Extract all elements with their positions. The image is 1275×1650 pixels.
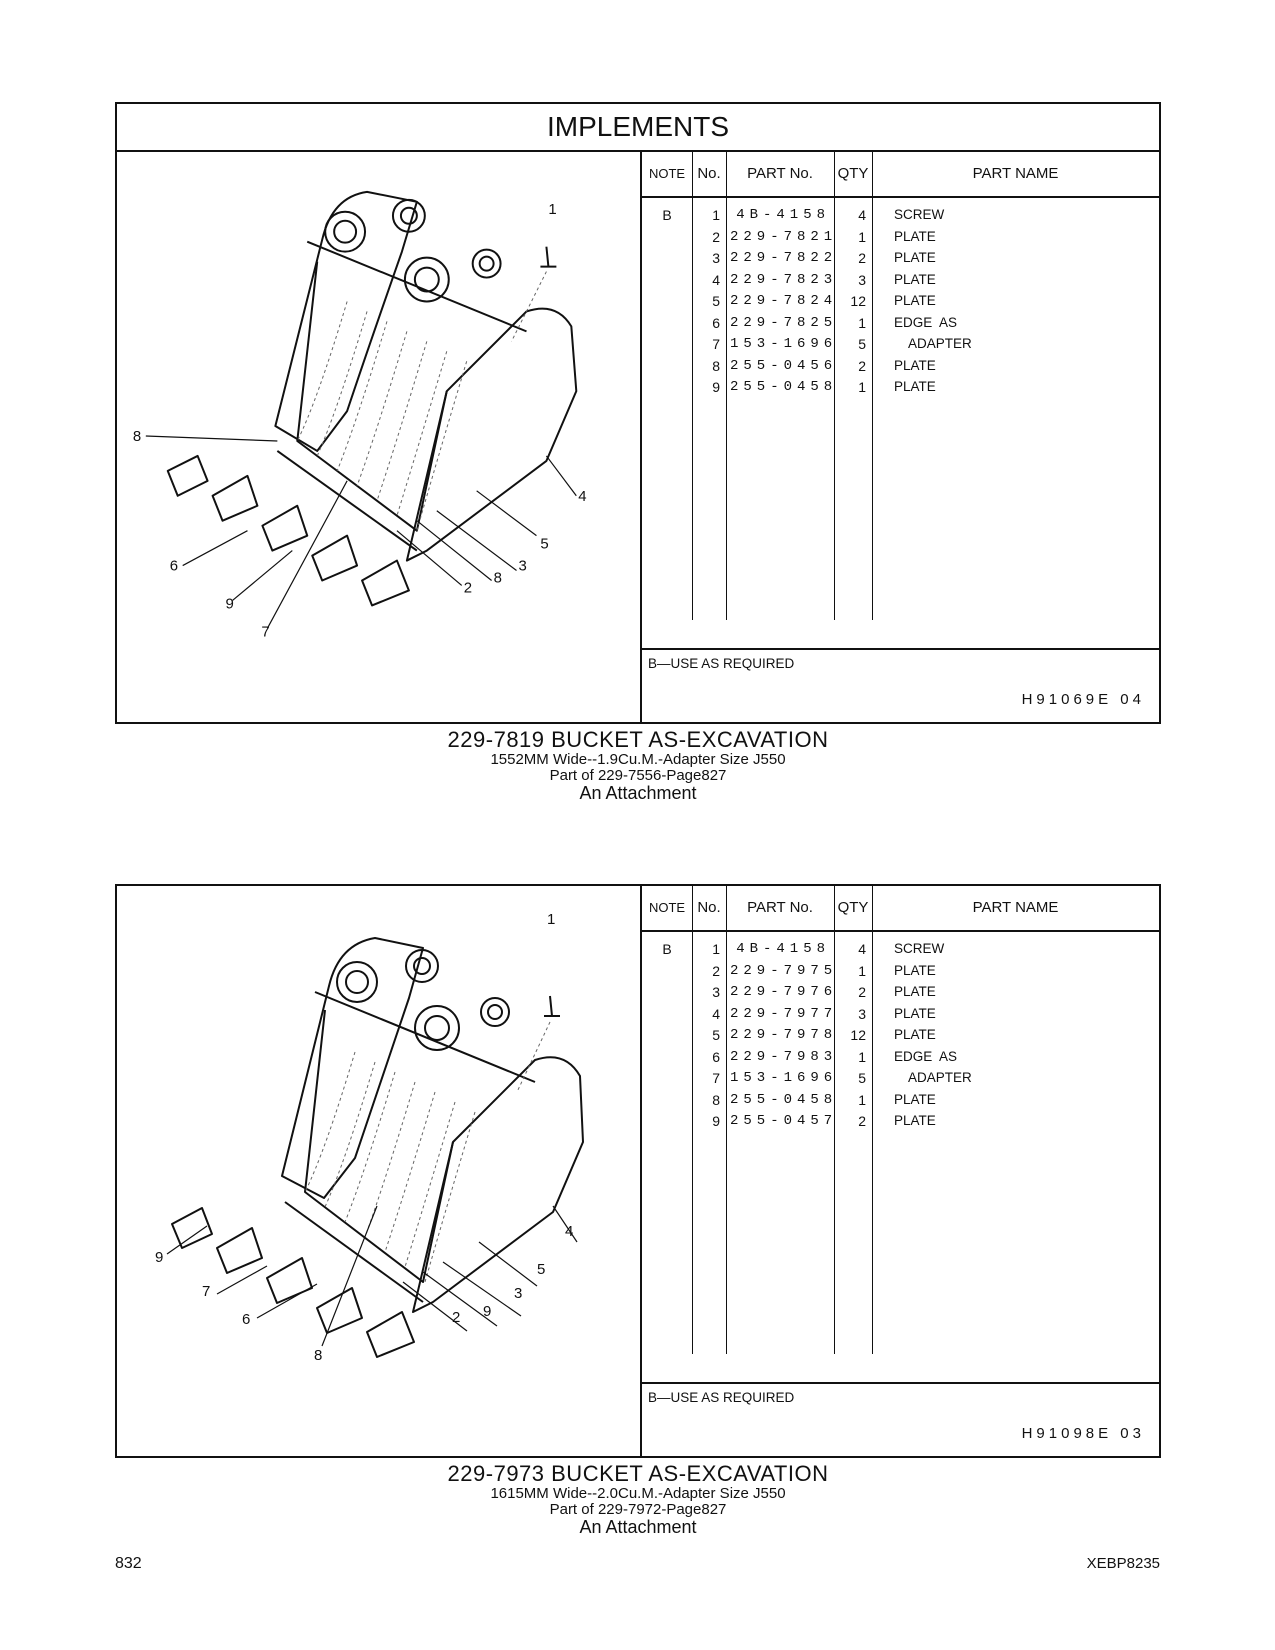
note-cell: B <box>662 941 672 957</box>
part-name-cell: PLATE <box>894 250 936 265</box>
table-row <box>642 960 1159 982</box>
quantity-cell: 2 <box>858 1113 866 1129</box>
part-number-cell: 229-7822 <box>730 250 838 266</box>
callout-label: 5 <box>537 1261 546 1278</box>
item-number-cell: 5 <box>712 293 720 309</box>
part-name-cell: PLATE <box>894 1091 936 1107</box>
table-row <box>642 1089 1159 1111</box>
quantity-cell: 3 <box>858 1005 866 1022</box>
item-number-cell: 8 <box>712 1091 720 1108</box>
quantity-cell: 12 <box>850 1027 866 1043</box>
parts-table-2 <box>642 886 1159 1456</box>
part-name-cell: PLATE <box>894 357 936 373</box>
callout-label: 6 <box>242 1311 251 1328</box>
col-qty: QTY <box>837 899 869 916</box>
item-number-cell: 2 <box>712 228 720 245</box>
quantity-cell: 1 <box>858 379 866 395</box>
part-number-cell: 255-0458 <box>730 1091 838 1108</box>
table-row <box>642 204 1159 226</box>
item-number-cell: 7 <box>712 1070 720 1086</box>
callout-label: 7 <box>202 1283 211 1300</box>
part-number-cell: 229-7821 <box>730 228 838 245</box>
quantity-cell: 1 <box>858 1091 866 1108</box>
part-name-cell: PLATE <box>894 1113 936 1128</box>
table-row <box>642 312 1159 334</box>
part-number-cell: 153-1696 <box>730 336 838 352</box>
table-row <box>642 1003 1159 1025</box>
part-number-cell: 229-7823 <box>730 271 838 288</box>
quantity-cell: 4 <box>858 207 866 223</box>
table-header <box>642 886 1159 932</box>
part-name-cell: PLATE <box>894 271 936 287</box>
quantity-cell: 3 <box>858 271 866 288</box>
callout-label: 8 <box>132 427 142 445</box>
part-number-cell: 229-7975 <box>730 962 838 979</box>
callout-label: 3 <box>518 557 527 575</box>
table-row <box>642 355 1159 377</box>
part-number-cell: 229-7978 <box>730 1027 838 1043</box>
caption-title: 229-7973 BUCKET AS-EXCAVATION <box>447 1461 829 1486</box>
bucket-illustration-2 <box>117 886 642 1456</box>
table-row <box>642 247 1159 269</box>
quantity-cell: 1 <box>858 962 866 979</box>
part-name-cell: PLATE <box>894 379 936 394</box>
caption-spec: 1552MM Wide--1.9Cu.M.-Adapter Size J550 <box>490 751 786 768</box>
quantity-cell: 1 <box>858 228 866 245</box>
parts-table-1 <box>642 152 1159 722</box>
part-name-cell: SCREW <box>894 207 945 222</box>
part-name-cell: ADAPTER <box>908 1070 972 1085</box>
table-row <box>642 938 1159 960</box>
caption-attachment: An Attachment <box>579 1517 697 1537</box>
quantity-cell: 2 <box>858 357 866 374</box>
col-note: NOTE <box>648 166 686 181</box>
table-row <box>642 1110 1159 1132</box>
callout-label: 8 <box>493 569 502 587</box>
part-name-cell: ADAPTER <box>908 336 972 351</box>
quantity-cell: 1 <box>858 314 866 331</box>
part-name-cell: PLATE <box>894 1027 936 1042</box>
table-row <box>642 1024 1159 1046</box>
bucket-illustration-1 <box>117 152 642 722</box>
col-no: No. <box>697 165 721 182</box>
item-number-cell: 9 <box>712 379 720 395</box>
item-number-cell: 8 <box>712 357 720 374</box>
bucket-drawing-icon <box>117 152 640 722</box>
callout-label: 9 <box>483 1303 492 1320</box>
quantity-cell: 2 <box>858 984 866 1000</box>
quantity-cell: 5 <box>858 336 866 352</box>
callout-label: 1 <box>547 911 556 928</box>
table-row <box>642 1046 1159 1068</box>
table-row <box>642 269 1159 291</box>
caption-attachment: An Attachment <box>579 783 697 803</box>
callout-label: 8 <box>314 1347 323 1364</box>
note-legend: B—USE AS REQUIRED <box>648 1390 795 1405</box>
callout-label: 4 <box>578 487 587 505</box>
bucket-drawing-icon <box>117 886 640 1456</box>
item-number-cell: 1 <box>712 207 720 223</box>
table-footer <box>642 648 1159 722</box>
item-number-cell: 3 <box>712 250 720 266</box>
callout-label: 7 <box>261 623 270 641</box>
quantity-cell: 5 <box>858 1070 866 1086</box>
callout-label: 9 <box>225 595 234 613</box>
table-row <box>642 981 1159 1003</box>
item-number-cell: 5 <box>712 1027 720 1043</box>
table-row <box>642 290 1159 312</box>
item-number-cell: 9 <box>712 1113 720 1129</box>
part-name-cell: EDGE AS <box>894 1048 958 1064</box>
item-number-cell: 4 <box>712 271 720 288</box>
callout-label: 2 <box>463 579 473 597</box>
item-number-cell: 4 <box>712 1005 720 1022</box>
callout-label: 1 <box>548 200 557 218</box>
part-number-cell: 255-0457 <box>730 1113 838 1129</box>
col-note: NOTE <box>648 900 686 915</box>
document-code: XEBP8235 <box>1086 1555 1160 1572</box>
part-name-cell: PLATE <box>894 228 936 244</box>
caption-part-of: Part of 229-7972-Page827 <box>549 1501 727 1518</box>
item-number-cell: 6 <box>712 314 720 331</box>
col-part-no: PART No. <box>747 165 813 182</box>
table-footer <box>642 1382 1159 1456</box>
note-legend: B—USE AS REQUIRED <box>648 656 795 671</box>
part-name-cell: PLATE <box>894 293 936 308</box>
part-number-cell: 229-7824 <box>730 293 838 309</box>
col-qty: QTY <box>837 165 869 182</box>
part-number-cell: 229-7976 <box>730 984 838 1000</box>
part-number-cell: 255-0456 <box>730 357 838 374</box>
col-part-name: PART NAME <box>972 165 1059 182</box>
callout-label: 3 <box>514 1285 523 1302</box>
quantity-cell: 2 <box>858 250 866 266</box>
parts-panel-2 <box>115 884 1161 1458</box>
page-number: 832 <box>115 1555 142 1572</box>
item-number-cell: 3 <box>712 984 720 1000</box>
quantity-cell: 1 <box>858 1048 866 1065</box>
part-name-cell: EDGE AS <box>894 314 958 330</box>
part-name-cell: SCREW <box>894 941 945 956</box>
part-number-cell: 229-7983 <box>730 1048 838 1065</box>
table-header <box>642 152 1159 198</box>
col-part-no: PART No. <box>747 899 813 916</box>
part-number-cell: 4B-4158 <box>736 941 830 957</box>
part-name-cell: PLATE <box>894 1005 936 1021</box>
note-cell: B <box>662 207 672 223</box>
quantity-cell: 12 <box>850 293 866 309</box>
table-row <box>642 1067 1159 1089</box>
item-number-cell: 7 <box>712 336 720 352</box>
part-name-cell: PLATE <box>894 962 936 978</box>
quantity-cell: 4 <box>858 941 866 957</box>
part-number-cell: 153-1696 <box>730 1070 838 1086</box>
item-number-cell: 6 <box>712 1048 720 1065</box>
part-number-cell: 4B-4158 <box>736 207 830 223</box>
item-number-cell: 1 <box>712 941 720 957</box>
callout-label: 9 <box>155 1249 164 1266</box>
callout-label: 6 <box>169 557 179 575</box>
callout-label: 5 <box>540 535 549 553</box>
callout-label: 2 <box>452 1309 461 1326</box>
table-row <box>642 333 1159 355</box>
part-number-cell: 229-7977 <box>730 1005 838 1022</box>
table-row <box>642 376 1159 398</box>
caption-title: 229-7819 BUCKET AS-EXCAVATION <box>447 727 829 752</box>
caption-part-of: Part of 229-7556-Page827 <box>549 767 727 784</box>
drawing-code: H91069E 04 <box>1021 691 1145 708</box>
col-part-name: PART NAME <box>972 899 1059 916</box>
parts-panel-1 <box>115 102 1161 724</box>
item-number-cell: 2 <box>712 962 720 979</box>
caption-1 <box>115 729 1161 802</box>
part-number-cell: 255-0458 <box>730 379 838 395</box>
part-number-cell: 229-7825 <box>730 314 838 331</box>
drawing-code: H91098E 03 <box>1021 1425 1145 1442</box>
caption-2 <box>115 1463 1161 1536</box>
callout-label: 4 <box>565 1223 574 1240</box>
table-row <box>642 226 1159 248</box>
part-name-cell: PLATE <box>894 984 936 999</box>
col-no: No. <box>697 899 721 916</box>
caption-spec: 1615MM Wide--2.0Cu.M.-Adapter Size J550 <box>490 1485 786 1502</box>
section-title: IMPLEMENTS <box>117 104 1159 152</box>
